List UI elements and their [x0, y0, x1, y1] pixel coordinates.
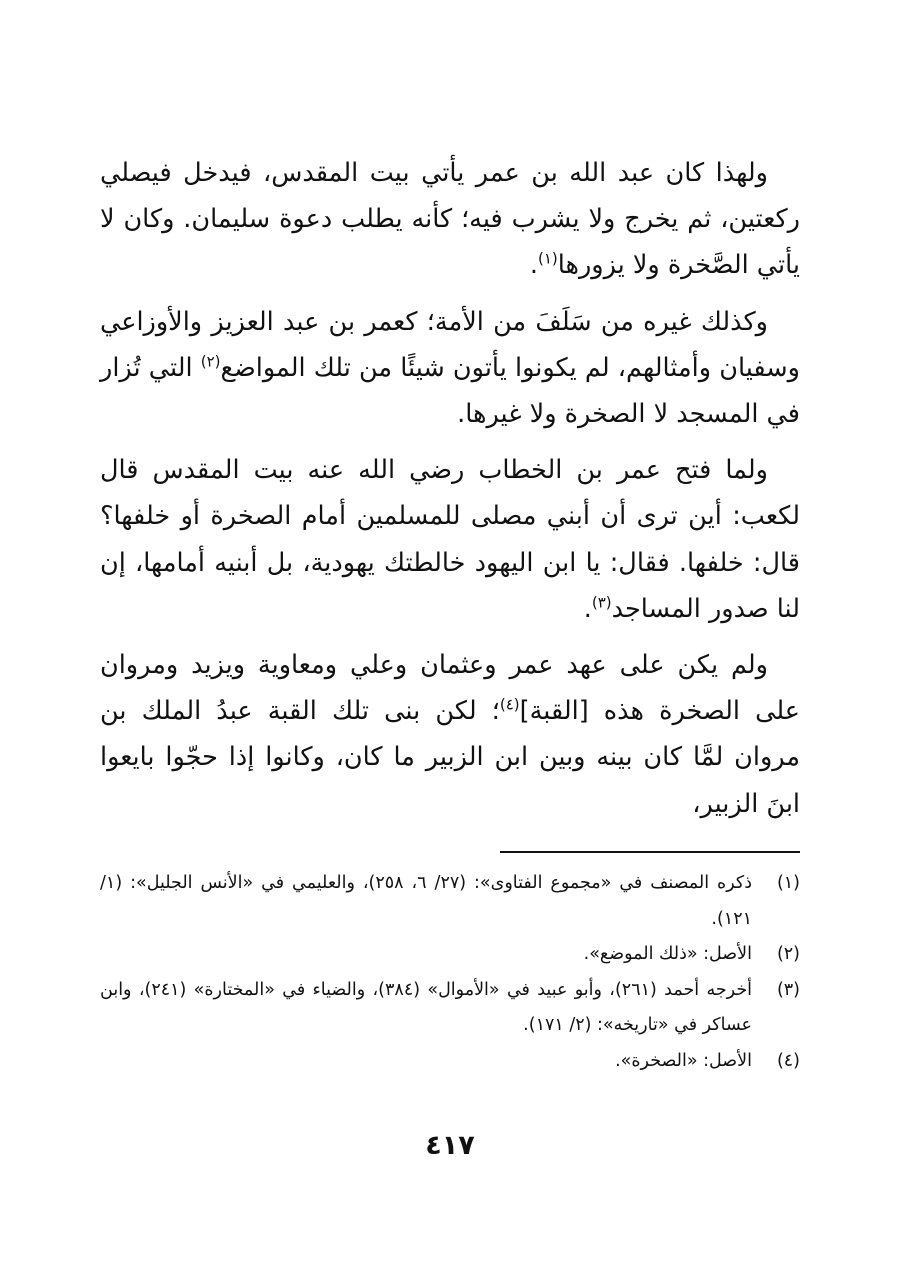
- paragraph-text: وكذلك غيره من سَلَفَ من الأمة؛ كعمر بن عبد العزيز والأوزاعي وسفيان وأمثالهم، لم يكونوا يأتون شيئًا من تلك المواضع: [100, 306, 800, 383]
- footnote-number: (٢): [776, 944, 800, 964]
- footnote-number: (٤): [776, 1050, 800, 1071]
- paragraph-text: ولم يكن على عهد عمر وعثمان وعلي ومعاوية ويزيد ومروان على الصخرة هذه [القبة]: [100, 650, 801, 727]
- footnote-number: (٣): [776, 979, 800, 1000]
- footnote-reference: (٤): [499, 695, 520, 714]
- paragraph: [100, 642, 800, 827]
- page-number: ٤١٧: [425, 1130, 475, 1161]
- paragraph-text: ولهذا كان عبد الله بن عمر يأتي بيت المقدس، فيدخل فيصلي ركعتين، ثم يخرج ولا يشرب فيه؛ كأنه يطلب دعوة سليمان. وكان لا يأتي الصَّخرة ولا يزورها: [100, 158, 800, 281]
- footnote-text: ذكره المصنف في «مجموع الفتاوى»: (٢٧/ ٦، ٢٥٨)، والعليمي في «الأنس الجليل»: (١/ ١٢١).: [100, 873, 753, 929]
- paragraph-text: ولما فتح عمر بن الخطاب رضي الله عنه بيت المقدس قال لكعب: أين ترى أن أبني مصلى للمسلمين أمام الصخرة أو خلفها؟ قال: خلفها. فقال: يا ابن اليهود خالطتك يهودية، بل أبنيه أمامها، إن لنا صدور المساجد: [100, 455, 800, 624]
- paragraph-text: .: [529, 250, 538, 281]
- footnote-separator: [500, 851, 800, 853]
- footnote-text: الأصل: «الصخرة».: [615, 1050, 752, 1071]
- footnote-text: أخرجه أحمد (٢٦١)، وأبو عبيد في «الأموال» (٣٨٤)، والضياء في «المختارة» (٢٤١)، وابن عساكر في «تاريخه»: (٢/ ١٧١).: [100, 979, 753, 1035]
- footnote: [100, 973, 800, 1044]
- footnote: [100, 866, 800, 937]
- paragraph-text: ؛ لكن بنى تلك القبة عبدُ الملك بن مروان لمَّا كان بينه وبين ابن الزبير ما كان، وكانوا إذا حجّوا بايعوا ابنَ الزبير،: [100, 696, 800, 819]
- footnote-text: الأصل: «ذلك الموضع».: [583, 944, 752, 964]
- footnote-reference: (٢): [200, 352, 221, 371]
- paragraph-text: التي تُزار في المسجد لا الصخرة ولا غيرها.: [100, 352, 800, 430]
- paragraph: [100, 447, 800, 632]
- footnote-reference: (١): [537, 249, 558, 268]
- footnotes: [100, 866, 800, 1079]
- paragraph: [100, 299, 800, 438]
- footnote: [100, 937, 800, 973]
- footnote-number: (١): [776, 873, 800, 893]
- footnote-reference: (٣): [591, 593, 612, 612]
- paragraph: [100, 150, 800, 289]
- main-text: [100, 150, 800, 827]
- paragraph-text: .: [583, 593, 592, 624]
- footnote: [100, 1044, 800, 1080]
